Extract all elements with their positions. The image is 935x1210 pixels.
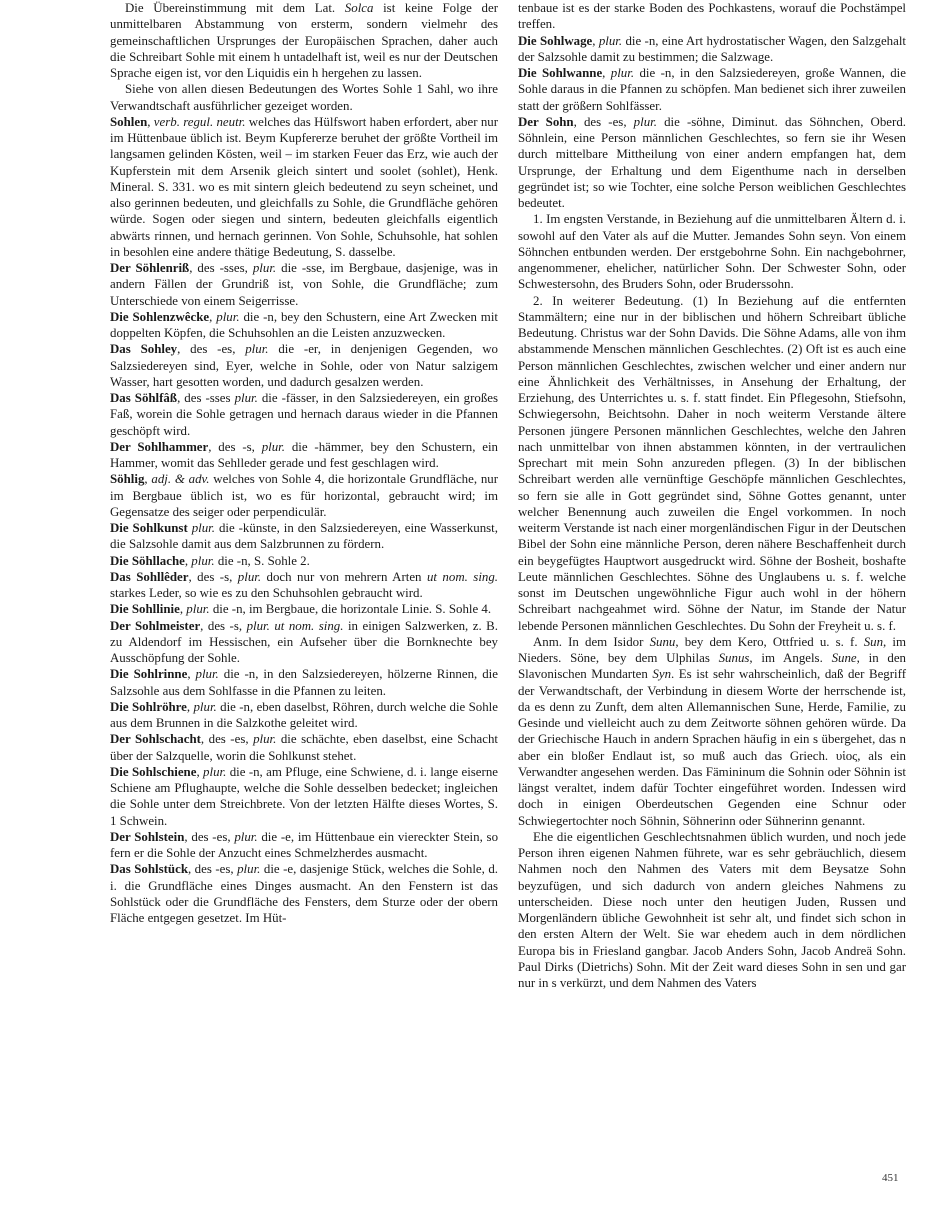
headword: Der Sohlhammer [110, 439, 209, 454]
dictionary-entry [110, 520, 498, 553]
headword: Das Sohllêder [110, 569, 189, 584]
dictionary-entry [110, 861, 498, 926]
dictionary-entry [518, 33, 906, 66]
text-run: in einigen Salzwerken, z. B. zu Aldendorf im Hessischen, ein Aufseher über die Bornknechte bey Ausschöpfung der Sohle. [110, 618, 498, 665]
text-run: , im Nieders. Söne, bey dem Ulphilas [518, 634, 906, 665]
italic-text: adj. & adv. [151, 472, 210, 487]
headword: Der Sohlschacht [110, 732, 201, 747]
text-run: , des -es, [200, 732, 254, 747]
italic-text: plur. [193, 699, 217, 714]
dictionary-entry [110, 764, 498, 829]
text-run: , bey dem Kero, Ottfried u. s. f. [675, 634, 864, 649]
text-run: starkes Leder, so wie es zu den Schuhsohlen gebraucht wird. [110, 586, 423, 600]
italic-text: Syn [652, 667, 672, 682]
text-run: , [184, 553, 192, 568]
dictionary-entry [110, 471, 498, 520]
text-run: . Es ist sehr wahrscheinlich, daß der Begriff der Verwandtschaft, der Verbindung in diesem Worte der herrschende ist, da es denn zu Zunft, dem alten Allemannischen Sune, Herde, Familie, zu Gesinde und vielleicht auch zu dem Zeitworte söhnen gehören würde. Da der Griechische Hauch in andern Sprachen häufig in ein s übergehet, das n aber ein bloßer Endlaut ist, so muß auch das Griech. υἱος, als ein Verwandter angesehen werden. Das Fämininum die Sohnin oder Söhnin ist längst veraltet, indem dafür Tochter eingeführet worden. Indessen wird doch in einigen Oberdeutschen Gegenden eine Schnur oder Schwiegertochter noch Söhnin, Söhnerinn oder Sühnerinn genannt. [518, 667, 906, 828]
headword: Söhlig [110, 472, 145, 487]
text-run: , des -sses, [189, 261, 253, 275]
italic-text: Sunus [718, 651, 750, 665]
text-run: , [209, 309, 217, 324]
headword: Das Sohlstück [110, 862, 188, 877]
headword: Die Sohlrinne [110, 667, 188, 682]
dictionary-entry [518, 65, 906, 114]
headword: Die Sohlröhre [110, 699, 187, 714]
italic-text: plur. [203, 764, 227, 779]
text-run: die -sse, im Bergbaue, dasjenige, was in andern Fällen der Grundriß ist, von Sohle, die Grundfläche; zum Unterschiede von einem Seigerrisse. [110, 261, 498, 308]
headword: Die Söhllache [110, 553, 185, 568]
dictionary-entry [110, 114, 498, 260]
dictionary-entry [110, 553, 498, 569]
dictionary-entry [110, 341, 498, 390]
text-run: , des -es, [184, 829, 235, 844]
dictionary-entry [110, 260, 498, 309]
dictionary-entry [110, 731, 498, 764]
text-run: die -n, eine Art hydrostatischer Wagen, den Salzgehalt der Salzsohle damit zu bestimmen; die Salzwage. [518, 33, 906, 64]
headword: Die Sohlwage [518, 33, 593, 48]
dictionary-entry [110, 601, 498, 617]
italic-text: plur. [186, 602, 210, 617]
italic-text: verb. regul. neutr. [153, 114, 246, 129]
italic-text: plur. [252, 261, 277, 275]
text-run: , [179, 602, 187, 617]
text-run: Die Übereinstimmung mit dem Lat. [125, 1, 345, 15]
italic-text: Sune [831, 651, 857, 665]
page-number: 451 [882, 1172, 899, 1184]
italic-text: plur. [237, 569, 262, 584]
text-run: die -söhne, Diminut. das Söhnchen, Oberd. Söhnlein, eine Person männlichen Geschlechtes, so fern sie ihr Wesen durch mittelbare Mittheilung von einer andern empfangen hat, dem Ursprunge, der Erhaltung und dem Eigenthume nach in derselben gegründet ist; so wie Tochter, eine solche Person weiblichen Geschlechtes bedeutet. [518, 114, 906, 210]
paragraph [518, 829, 906, 992]
italic-text: plur. [191, 521, 215, 535]
text-run: 2. In weiterer Bedeutung. (1) In Beziehung auf die entfernten Stammältern; eine nur in der biblischen und höhern Schreibart übliche Bedeutung. Christus war der Sohn Davids. Die Söhne Adams, alle von ihm abstammende Menschen männlichen Geschlechtes. (2) Oft ist es auch eine Person männlichen Geschlechtes, zwischen welcher und einer andern nur eine Ähnlichkeit des Verhältnisses, in Ansehung der Erhaltung, der Erziehung, des Unterrichtes u. s. f. statt findet. Ein Pflegesohn, Stiefsohn, Schwiegersohn, Beichtsohn. Daher in noch weiterm Verstande ältere Personen jüngere Personen männlichen Geschlechtes, welche den Jahren nach unmittelbar von ihnen abstammen könnten, in der vertraulichen Sprechart mit mein Sohn anzureden pflegen. (3) In der biblischen Schreibart werden alle vernünftige Geschöpfe männlichen Geschlechtes, so fern sie alle in Gott gegründet sind, Söhne Gottes genannt, unter welcher Benennung auch zuweilen die Engel vorkommen. In noch weiterm Verstande ist nach einer morgenländischen Figur in der Deutschen Bibel der Sohn eine männliche Person, deren nähere Beschaffenheit durch ein beygefügtes Hauptwort ausgedruckt wird. Söhne der Bosheit, boshafte Leute männlichen Geschlechtes. Söhne des Unglaubens u. s. f. welche sonst im Deutschen ungewöhnliche Figur auch wohl in der höhern Schreibart nachgeahmet wird. Söhne der Natur, im Stande der Natur lebende Personen männlichen Geschlechtes. Du Sohn der Freyheit u. s. f. [518, 293, 906, 633]
italic-text: plur. [261, 439, 285, 454]
italic-text: Solca [344, 1, 374, 15]
text-run: die -künste, in den Salzsiedereyen, eine Wasserkunst, die Salzsohle damit aus dem Salzbrunnen zu fördern. [110, 521, 498, 552]
italic-text: Sun [863, 634, 884, 649]
text-run: , des -sses [177, 391, 235, 405]
text-run: die -n, eben daselbst, Röhren, durch welche die Sohle aus dem Brunnen in die Salzkothe geleitet wird. [110, 699, 498, 730]
text-run: , des -s, [188, 569, 238, 584]
text-run: die -hämmer, bey den Schustern, ein Hammer, womit das Sehlleder gerade und fest geschlagen wird. [110, 439, 498, 470]
dictionary-entry [110, 390, 498, 439]
text-run: , [602, 66, 611, 80]
italic-text: plur. [633, 114, 657, 129]
headword: Die Sohllinie [110, 602, 180, 617]
italic-text: plur. [216, 309, 240, 324]
text-run: die -n, S. Sohle 2. [214, 553, 310, 568]
italic-text: plur. [234, 829, 258, 844]
text-run: ist keine Folge der unmittelbaren Abstammung von ersterm, sondern vielmehr des gemeinschaftlichen Ursprunges der Europäischen Sprachen, daher auch die Schreibart Sohle mit einem h untadelhaft ist, weil es nur der Deutschen Sprache eigen ist, vor den Liquidis ein h hergehen zu lassen. [110, 1, 498, 80]
headword: Das Söhlfâß [110, 391, 178, 405]
italic-text: plur. [610, 66, 635, 80]
text-run: , des -es, [177, 342, 246, 357]
text-run: die -fässer, in den Salzsiedereyen, ein großes Faß, worein die Sohle getragen und hernach daraus wieder in die Pfannen geschöpft wird. [110, 391, 498, 438]
paragraph [110, 0, 498, 81]
text-run: , des -s, [200, 618, 247, 633]
dictionary-entry [110, 618, 498, 667]
italic-text: plur. [598, 33, 623, 48]
text-run: , des -es, [187, 862, 238, 877]
dictionary-entry [110, 699, 498, 732]
headword: Der Sohn [518, 114, 574, 129]
dictionary-entry [518, 114, 906, 212]
text-run: , in den Slavonischen Mundarten [518, 651, 907, 682]
text-run: , [592, 33, 599, 48]
text-run: welches von Sohle 4, die horizontale Grundfläche, nur im Bergbaue üblich ist, wo es für horizontal, gebraucht wird; im Gegensatze des seiger oder perpendiculär. [110, 472, 499, 519]
text-run: 1. Im engsten Verstande, in Beziehung auf die unmittelbaren Ältern d. i. sowohl auf den Vater als auf die Mutter. Jemandes Sohn seyn. Von einem Söhnchen entbunden werden. Der erstgebohrne Sohn. Ein nachgebohrner, angenommener, ehelicher, natürlicher Sohn. Der Schwester Sohn, oder Schwestersohn, des Bruders Sohn, oder Bruderssohn. [518, 212, 906, 292]
paragraph [518, 293, 906, 634]
text-run: tenbaue ist es der starke Boden des Pochkastens, worauf die Pochstämpel treffen. [518, 1, 906, 32]
text-run: die -n, im Bergbaue, die horizontale Linie. S. Sohle 4. [209, 602, 492, 617]
text-run: , im Angels. [749, 651, 832, 665]
text-run: , [187, 667, 196, 682]
italic-text: plur. [195, 667, 219, 682]
text-run: , [144, 472, 152, 487]
headword: Die Sohlwanne [518, 66, 603, 80]
text-run: Siehe von allen diesen Bedeutungen des Wortes Sohle 1 Sahl, wo ihre Verwandtschaft ausführlicher gezeiget worden. [110, 82, 498, 113]
text-run: die -er, in denjenigen Gegenden, wo Salzsiedereyen sind, Eyer, welche in Sohle, oder von Natur salzigem Wasser, hart gesotten worden, und dadurch gesalzen werden. [110, 342, 498, 389]
dictionary-entry [518, 0, 906, 33]
text-run: Anm. In dem Isidor [533, 634, 650, 649]
text-run: die -e, im Hüttenbaue ein viereckter Stein, so fern er die Sohle der Anzucht eines Schmelzherdes ausmacht. [110, 829, 499, 860]
italic-text: plur. ut nom. sing. [246, 618, 344, 633]
text-run: , [186, 699, 194, 714]
headword: Die Sohlkunst [110, 521, 188, 535]
text-run: die -n, bey den Schustern, eine Art Zwecken mit doppelten Köpfen, die Schuhsohlen an die Leisten anzuzwecken. [110, 309, 498, 340]
headword: Der Söhlenriß [110, 261, 190, 275]
text-run: , [147, 114, 154, 129]
italic-text: plur. [237, 862, 261, 877]
right-column [518, 0, 906, 991]
italic-text: Sunu [649, 634, 676, 649]
headword: Die Sohlenzwêcke [110, 309, 210, 324]
italic-text: plur. [191, 553, 215, 568]
italic-text: plur. [245, 342, 269, 357]
dictionary-entry [110, 569, 498, 602]
dictionary-entry [110, 309, 498, 342]
paragraph [110, 81, 498, 114]
italic-text: plur. [253, 732, 277, 747]
dictionary-entry [110, 439, 498, 472]
text-run: die -n, in den Salzsiedereyen, große Wannen, die Sohle daraus in die Pfannen zu schöpfen. Man bedienet sich ihrer zuweilen statt der größern Sohlfässer. [518, 66, 906, 113]
text-run: , des -s, [208, 439, 262, 454]
italic-text: plur. [234, 391, 258, 405]
text-run: , des -es, [573, 114, 634, 129]
paragraph [518, 634, 906, 829]
text-run: doch nur von mehrern Arten [261, 569, 427, 584]
text-run: Ehe die eigentlichen Geschlechtsnahmen üblich wurden, und noch jede Person ihren eigenen Nahmen führete, war es sehr gebräuchlich, diesem Nahmen noch den Nahmen des Vaters mit dem Beysatze Sohn beyzufügen, und sich dadurch von andern gleiches Nahmens zu unterscheiden. Diese noch unter den heutigen Juden, Russen und Morgenländern übliche Gewohnheit ist sehr alt, und findet sich schon in den ersten Altern der Welt. Sie war ehedem auch in dem nördlichen Europa bis in Friesland gangbar. Jacob Anders Sohn, Jacob Andreä Sohn. Paul Dirks (Dietrichs) Sohn. Mit der Zeit ward dieses Sohn in sen und gar nur in s verkürzt, und dem Nahmen des Vaters [518, 829, 906, 990]
headword: Sohlen [110, 114, 148, 129]
text-run: die -n, in den Salzsiedereyen, hölzerne Rinnen, die Salzsohle aus dem Sohlfasse in die Pfannen zu leiten. [110, 667, 498, 698]
dictionary-entry [110, 666, 498, 699]
text-run: , [196, 764, 204, 779]
text-run: die -n, am Pfluge, eine Schwiene, d. i. lange eiserne Schiene am Pflughaupte, welche die Sohle desselben bedecket; ingleichen die Sohle unter dem Streichbrete. Von der letzten Hälfte dieses Wortes, S. 1 Schwein. [110, 764, 498, 828]
left-column [110, 0, 498, 926]
italic-text: ut nom. sing. [426, 569, 499, 584]
headword: Die Sohlschiene [110, 764, 197, 779]
text-run: die schächte, eben daselbst, eine Schacht über der Salzquelle, worin die Sohlkunst stehet. [110, 732, 499, 763]
headword: Der Sohlmeister [110, 618, 201, 633]
paragraph [518, 211, 906, 292]
text-run: die -e, dasjenige Stück, welches die Sohle, d. i. die Grundfläche eines Dinges ausmacht. An den Fenstern ist das Sohlstück oder die Grundfläche des Fensters, dem Sturze oder der obern Fläche entgegen gesetzet. Im Hüt- [110, 862, 498, 925]
dictionary-entry [110, 829, 498, 862]
headword: Der Sohlstein [110, 829, 185, 844]
headword: Das Sohley [110, 342, 178, 357]
text-run: welches das Hülfswort haben erfordert, aber nur im Hüttenbaue üblich ist. Beym Kupfererze beruhet der größte Vortheil im langsamen gelinden Kösten, weil – im starken Feuer das Erz, wie auch der Kupferstein mit dem Arsenik gleich sintert und soolet (sohlet), Henk. Mineral. S. 331. wo es mit sintern gleich bedeutend zu seyn scheinet, und also gerinnen bedeuten, und gleichfalls zu Sohle, die Grundfläche gehören würde. Sogen oder siegen und sintern, bedeuten gleichfalls eigentlich abwärts rinnen, und hernach gerinnen. Von Sohle, Schuhsohle, hat sohlen in besohlen eine andere thätige Bedeutung, S. dasselbe. [110, 114, 499, 259]
